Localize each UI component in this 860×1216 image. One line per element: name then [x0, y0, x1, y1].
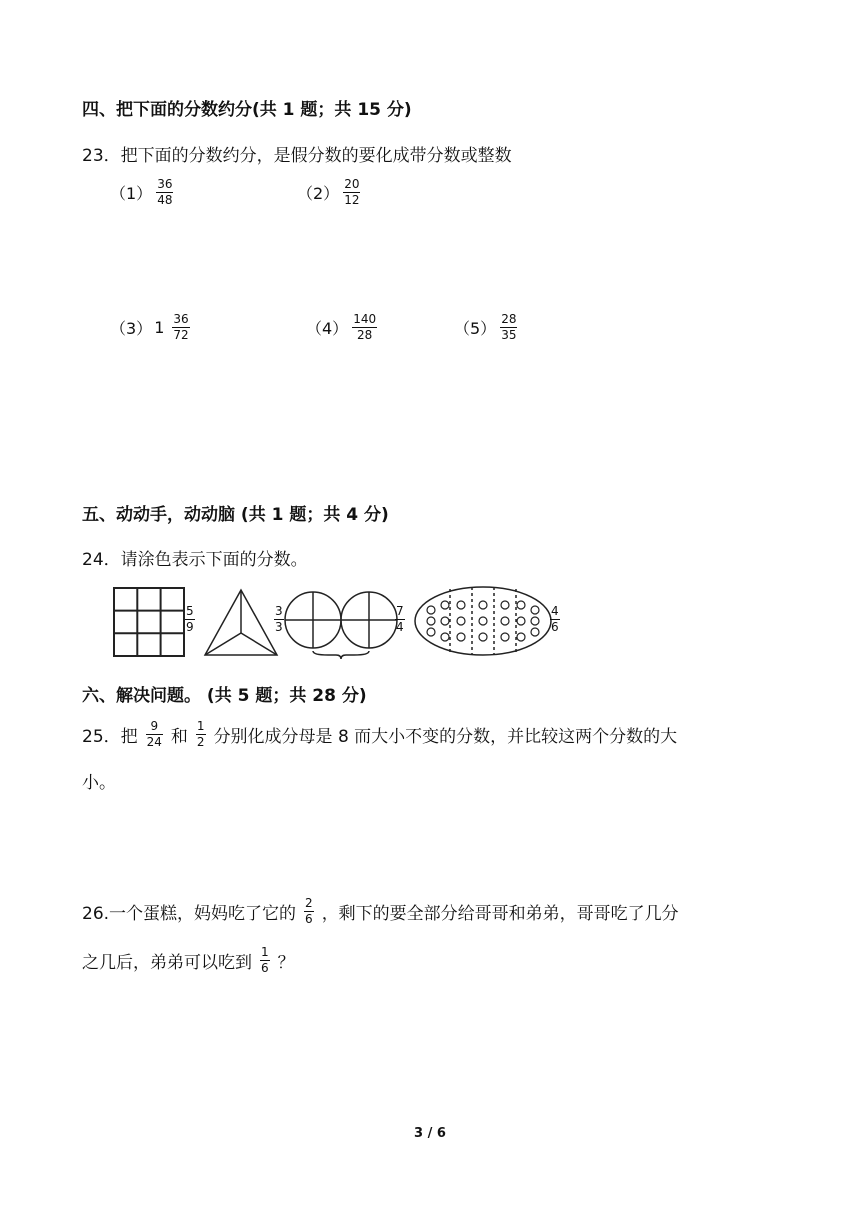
- item-4: [306, 313, 381, 342]
- section-5-title: 五、动动手，动动脑 (共 1 题；共 4 分): [82, 505, 389, 525]
- mixed-whole: 1: [154, 318, 165, 337]
- item-5: [454, 313, 521, 342]
- item-label: （1）: [110, 184, 153, 203]
- question-24: 24．请涂色表示下面的分数。: [82, 550, 308, 570]
- section-6-title: 六、解决问题。 (共 5 题；共 28 分): [82, 686, 367, 706]
- fraction: $\frac{28}{35}$: [501, 312, 517, 342]
- fraction: $\frac{20}{12}$: [344, 177, 360, 207]
- page-number: 3 / 6: [414, 1126, 446, 1141]
- question-26: 26.一个蛋糕，妈妈吃了它的 $\frac{2}{6}$ ，剩下的要全部分给哥哥和弟弟，哥哥吃了几分: [82, 896, 679, 926]
- section-4-title: 四、把下面的分数约分(共 1 题；共 15 分): [82, 100, 412, 120]
- item-label: （4）: [306, 319, 349, 338]
- question-23: 23．把下面的分数约分，是假分数的要化成带分数或整数: [82, 146, 512, 166]
- circles: [285, 592, 397, 659]
- item-label: （5）: [454, 319, 497, 338]
- shapes-figure: [108, 585, 568, 665]
- triangle: [205, 590, 277, 655]
- grid-square: [114, 588, 184, 656]
- oval-dots: [415, 587, 551, 655]
- item-3: [110, 313, 194, 342]
- question-26-line2: 之几后，弟弟可以吃到 $\frac{1}{6}$ ？: [82, 945, 295, 975]
- fraction: $\frac{140}{28}$: [353, 312, 377, 342]
- fig-fraction-4: $\frac{4}{6}$: [551, 604, 559, 634]
- question-25-line2: 小。: [82, 773, 116, 793]
- fig-fraction-2: $\frac{3}{3}$: [275, 604, 283, 634]
- item-label: （3）: [110, 319, 153, 338]
- item-label: （2）: [297, 184, 340, 203]
- fig-fraction-1: $\frac{5}{9}$: [186, 604, 194, 634]
- item-1: [110, 178, 177, 207]
- fig-fraction-3: $\frac{7}{4}$: [396, 604, 404, 634]
- item-2: [297, 178, 364, 207]
- question-25: 25．把 $\frac{9}{24}$ 和 $\frac{1}{2}$ 分别化成分母是 8 而大小不变的分数，并比较这两个分数的大: [82, 719, 678, 749]
- fraction: $\frac{36}{48}$: [157, 177, 173, 207]
- fraction: $\frac{36}{72}$: [173, 312, 189, 342]
